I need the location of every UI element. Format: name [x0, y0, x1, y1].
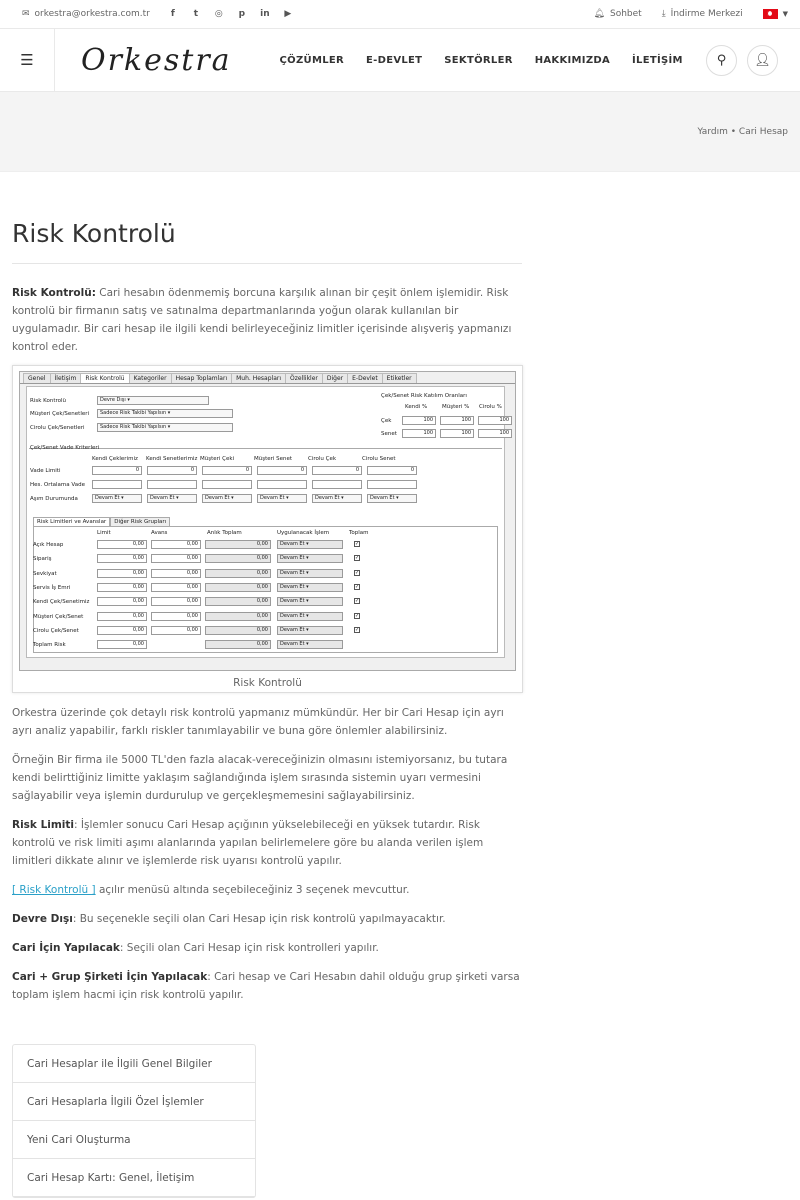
column-header: Müşteri %: [442, 404, 470, 410]
field-label: Risk Kontrolü: [30, 398, 67, 404]
row-label: Hes. Ortalama Vade: [30, 482, 85, 488]
limit-input[interactable]: 0,00: [97, 640, 147, 649]
vade-limit-input[interactable]: 0: [202, 466, 252, 475]
pinterest-icon[interactable]: p: [238, 9, 246, 19]
breadcrumb-separator: •: [730, 127, 737, 137]
main-nav: [280, 55, 683, 66]
total-value: 0,00: [205, 640, 271, 649]
ratio-input[interactable]: 100: [402, 416, 436, 425]
chat-link[interactable]: [594, 9, 642, 19]
row-label: Servis İş Emri: [33, 584, 71, 591]
column-header: Müşteri Çeki: [200, 456, 235, 462]
paragraph-analysis: Orkestra üzerinde çok detaylı risk kontrolü yapmanız mümkündür. Her bir Cari Hesap için ayrı ayrı analiz yapabilir, farklı riskler tanımlayabilir ve buna göre önlemler alabilirsiniz.: [12, 707, 504, 737]
social-links: [168, 9, 293, 19]
download-label: İndirme Merkezi: [670, 9, 743, 19]
include-checkbox[interactable]: ✓: [355, 598, 360, 605]
row-label: Cirolu Çek/Senet: [33, 627, 79, 634]
vade-limit-input[interactable]: 0: [147, 466, 197, 475]
include-checkbox[interactable]: ✓: [355, 569, 360, 576]
column-header: Kendi Çeklerimiz: [92, 456, 138, 462]
avg-vade-input[interactable]: [202, 480, 252, 489]
nav-iletisim[interactable]: İLETİŞİM: [632, 54, 683, 66]
related-link[interactable]: Cari Hesaplarla İlgili Özel İşlemler: [13, 1083, 255, 1121]
bell-icon: 🔔︎: [593, 9, 605, 19]
advance-input[interactable]: 0,00: [151, 554, 201, 563]
advance-input[interactable]: 0,00: [151, 583, 201, 592]
overflow-action-select[interactable]: Devam Et ▾: [257, 494, 307, 503]
ratio-input[interactable]: 100: [440, 429, 474, 438]
row-label: Vade Limiti: [30, 468, 61, 474]
avg-vade-input[interactable]: [312, 480, 362, 489]
risk-control-link[interactable]: [ Risk Kontrolü ]: [12, 884, 96, 896]
nav-sektorler[interactable]: SEKTÖRLER: [444, 54, 513, 66]
app-tab[interactable]: E-Devlet: [347, 373, 383, 383]
app-tab[interactable]: Muh. Hesapları: [231, 373, 286, 383]
paragraph-example: Örneğin Bir firma ile 5000 TL'den fazla alacak-vereceğinizin olmasını istemiyorsanız, bu tutara kendi belirttiğiniz limitte yaklaşım sağlandığında işlem sırasında sistemin uyarı vermesini sağlayabilir veya işlemin durdurulup ve gerçekleşmemesini sağlayabilirsiniz.: [12, 754, 508, 802]
breadcrumb-parent[interactable]: Yardım: [697, 127, 728, 137]
vade-limit-input[interactable]: 0: [92, 466, 142, 475]
action-select[interactable]: Devam Et ▾: [277, 554, 343, 563]
intro-text: Cari hesabın ödenmemiş borcuna karşılık alınan bir çeşit önlem işlemidir. Risk kontrolü bir firmanın satış ve satınalma departmanlarında yoğun olarak kullanılan bir uygulamadır. Bir cari hesap ile ilgili kendi belirleyeceğiniz limitler içerisinde alışveriş yapmanızı kontrol eder.: [12, 287, 512, 353]
options-text: açılır menüsü altında seçebileceğiniz 3 seçenek mevcuttur.: [95, 884, 410, 896]
paragraph-options: [12, 881, 522, 899]
field-label: Cirolu Çek/Senetleri: [30, 425, 85, 431]
row-label: Müşteri Çek/Senet: [33, 613, 84, 620]
email-link[interactable]: [22, 9, 150, 19]
risk-limit-term: Risk Limiti: [12, 819, 75, 831]
column-header: Kendi %: [405, 404, 428, 410]
search-icon[interactable]: ⚲: [706, 45, 737, 76]
customer-cheques-select[interactable]: Sadece Risk Takibi Yapılsın ▾: [97, 409, 233, 418]
ratio-input[interactable]: 100: [440, 416, 474, 425]
limit-input[interactable]: 0,00: [97, 569, 147, 578]
overflow-action-select[interactable]: Devam Et ▾: [202, 494, 252, 503]
row-label: Aşım Durumunda: [30, 496, 78, 502]
action-select[interactable]: Devam Et ▾: [277, 626, 343, 635]
row-label: Çek: [381, 418, 392, 424]
overflow-action-select[interactable]: Devam Et ▾: [312, 494, 362, 503]
limit-input[interactable]: 0,00: [97, 626, 147, 635]
intro-term: Risk Kontrolü:: [12, 287, 96, 299]
row-label: Senet: [381, 431, 397, 437]
total-value: 0,00: [205, 569, 271, 578]
avg-vade-input[interactable]: [92, 480, 142, 489]
row-label: Toplam Risk: [33, 642, 66, 649]
column-header: Cirolu Çek: [308, 456, 337, 462]
column-header: Anlık Toplam: [207, 530, 242, 536]
row-label: Sipariş: [33, 556, 52, 563]
breadcrumb-current: Cari Hesap: [738, 127, 788, 137]
option-disabled-term: Devre Dışı: [12, 913, 73, 925]
app-tab[interactable]: Kategoriler: [129, 373, 172, 383]
article: [0, 219, 534, 1198]
app-tab[interactable]: Risk Kontrolü: [80, 373, 129, 383]
vade-limit-input[interactable]: 0: [257, 466, 307, 475]
intro-paragraph: [12, 284, 522, 356]
page-banner: [0, 92, 800, 172]
advance-input[interactable]: 0,00: [151, 569, 201, 578]
figure-caption: Risk Kontrolü: [233, 677, 302, 689]
mail-icon: ✉: [22, 9, 30, 19]
advance-input[interactable]: 0,00: [151, 626, 201, 635]
option-group-term: Cari + Grup Şirketi İçin Yapılacak: [12, 971, 208, 983]
nav-hakkimizda[interactable]: HAKKIMIZDA: [534, 54, 611, 66]
include-checkbox[interactable]: ✓: [355, 555, 360, 562]
limit-input[interactable]: 0,00: [97, 540, 147, 549]
total-value: 0,00: [205, 626, 271, 635]
advance-input[interactable]: 0,00: [151, 597, 201, 606]
instagram-icon[interactable]: ◎: [214, 9, 223, 19]
download-center-link[interactable]: [662, 9, 743, 19]
action-select[interactable]: Devam Et ▾: [277, 583, 343, 592]
total-value: 0,00: [205, 583, 271, 592]
app-tabs: [20, 372, 515, 384]
include-checkbox[interactable]: ✓: [355, 612, 360, 619]
option-group: [12, 968, 522, 1004]
menu-icon[interactable]: ☰: [0, 29, 55, 91]
include-checkbox[interactable]: ✓: [355, 626, 360, 633]
action-select[interactable]: Devam Et ▾: [277, 612, 343, 621]
page-title: Risk Kontrolü: [12, 219, 176, 248]
twitter-icon[interactable]: t: [193, 9, 199, 19]
logo[interactable]: Orkestra: [81, 42, 232, 78]
risk-pane: [26, 386, 509, 658]
app-tab[interactable]: Diğer: [322, 373, 348, 383]
app-tab[interactable]: Özellikler: [285, 373, 323, 383]
action-select[interactable]: Devam Et ▾: [277, 597, 343, 606]
app-tab[interactable]: Genel: [23, 373, 51, 383]
limit-input[interactable]: 0,00: [97, 612, 147, 621]
action-select[interactable]: Devam Et ▾: [277, 569, 343, 578]
option-cari-term: Cari İçin Yapılacak: [12, 942, 120, 954]
limit-input[interactable]: 0,00: [97, 583, 147, 592]
advance-input[interactable]: 0,00: [151, 612, 201, 621]
divider: [12, 263, 522, 264]
avg-vade-input[interactable]: [367, 480, 417, 489]
nav-e-devlet[interactable]: E-DEVLET: [366, 54, 423, 66]
column-header: Limit: [97, 530, 111, 536]
ratio-input[interactable]: 100: [478, 416, 512, 425]
option-disabled-text: : Bu seçenekle seçili olan Cari Hesap için risk kontrolü yapılmayacaktır.: [72, 913, 446, 925]
endorsed-cheques-select[interactable]: Sadece Risk Takibi Yapılsın ▾: [97, 423, 233, 432]
include-checkbox[interactable]: ✓: [355, 541, 360, 547]
related-link[interactable]: Yeni Cari Oluşturma: [13, 1121, 255, 1159]
facebook-icon[interactable]: f: [170, 9, 175, 19]
column-header: Toplam: [349, 530, 369, 536]
sub-tabs: [33, 517, 170, 526]
risk-control-window: [19, 371, 516, 671]
include-checkbox[interactable]: ✓: [355, 583, 360, 590]
chevron-down-icon: ▼: [782, 10, 788, 18]
column-header: Cirolu %: [479, 404, 502, 410]
vade-limit-input[interactable]: 0: [312, 466, 362, 475]
option-cari: [12, 939, 522, 957]
overflow-action-select[interactable]: Devam Et ▾: [367, 494, 417, 503]
limit-input[interactable]: 0,00: [97, 554, 147, 563]
email-text: orkestra@orkestra.com.tr: [34, 9, 150, 19]
app-tab[interactable]: Hesap Toplamları: [171, 373, 233, 383]
screenshot-figure: [12, 365, 523, 693]
related-links: [12, 1044, 256, 1198]
advance-input[interactable]: 0,00: [151, 540, 201, 549]
field-label: Müşteri Çek/Senetleri: [30, 411, 90, 417]
row-label: Kendi Çek/Senetimiz: [33, 599, 90, 606]
paragraph-risk-limit: [12, 816, 522, 870]
row-label: Açık Hesap: [33, 542, 64, 548]
action-select[interactable]: Devam Et ▾: [277, 540, 343, 549]
column-header: Cirolu Senet: [362, 456, 396, 462]
total-value: 0,00: [205, 554, 271, 563]
total-value: 0,00: [205, 597, 271, 606]
breadcrumb: [698, 127, 788, 137]
column-header: Uygulanacak İşlem: [277, 530, 330, 536]
overflow-action-select[interactable]: Devam Et ▾: [92, 494, 142, 503]
related-link[interactable]: Cari Hesaplar ile İlgili Genel Bilgiler: [13, 1045, 255, 1083]
ratio-input[interactable]: 100: [402, 429, 436, 438]
main-header: [0, 29, 800, 92]
group-title: Çek/Senet Risk Katılım Oranları: [381, 393, 467, 399]
option-group-text: : Cari hesap ve Cari Hesabın dahil olduğu grup şirketi varsa toplam işlem hacmi için risk kontrolü yapılır.: [12, 971, 520, 1001]
column-header: Avans: [151, 530, 168, 536]
limit-input[interactable]: 0,00: [97, 597, 147, 606]
sub-tab[interactable]: Risk Limitleri ve Avanslar: [33, 517, 110, 526]
group-title: Çek/Senet Vade Kriterleri: [30, 445, 100, 451]
total-value: 0,00: [205, 540, 271, 549]
ratio-input[interactable]: 100: [478, 429, 512, 438]
column-header: Kendi Senetlerimiz: [146, 456, 198, 462]
chat-label: Sohbet: [609, 9, 642, 19]
risk-limit-text: : İşlemler sonucu Cari Hesap açığının yükselebileceği en yüksek tutardır. Risk kontrolü ve risk limiti aşımı alanlarında yapılan belirlemelere göre bu alanda verilen işlem limitleri dikkate alınır ve işlemlerde risk uyarısı kontrolü yapılır.: [12, 819, 484, 867]
related-link[interactable]: Cari Hesap Kartı: Genel, İletişim: [13, 1159, 255, 1197]
action-select[interactable]: Devam Et ▾: [277, 640, 343, 649]
linkedin-icon[interactable]: in: [260, 9, 270, 19]
overflow-action-select[interactable]: Devam Et ▾: [147, 494, 197, 503]
vade-limit-input[interactable]: 0: [367, 466, 417, 475]
nav-cozumler[interactable]: ÇÖZÜMLER: [279, 54, 345, 66]
download-icon: ⤓: [661, 9, 666, 19]
avg-vade-input[interactable]: [257, 480, 307, 489]
criteria-divider: [29, 448, 502, 449]
app-tab[interactable]: Etiketler: [382, 373, 417, 383]
sub-tab[interactable]: Diğer Risk Grupları: [110, 517, 170, 526]
row-label: Sevkiyat: [33, 570, 57, 577]
youtube-icon[interactable]: ▶: [284, 9, 292, 19]
turkey-flag-icon: [763, 9, 778, 19]
language-selector[interactable]: [763, 9, 788, 19]
risk-control-select[interactable]: Devre Dışı ▾: [97, 396, 209, 405]
top-bar: [0, 0, 800, 29]
total-value: 0,00: [205, 612, 271, 621]
app-tab[interactable]: İletişim: [50, 373, 82, 383]
option-cari-text: : Seçili olan Cari Hesap için risk kontrolleri yapılır.: [119, 942, 379, 954]
option-disabled: [12, 910, 522, 928]
column-header: Müşteri Senet: [254, 456, 293, 462]
avg-vade-input[interactable]: [147, 480, 197, 489]
user-icon[interactable]: 👤︎: [747, 45, 778, 76]
